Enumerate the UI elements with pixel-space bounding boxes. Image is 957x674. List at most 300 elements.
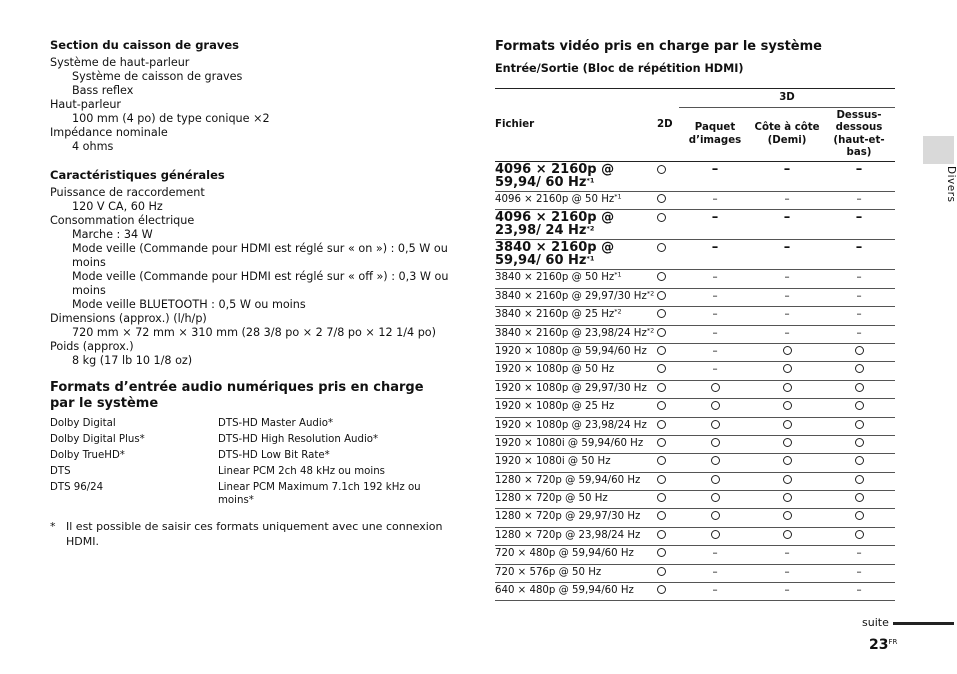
supported-circle-icon (711, 383, 720, 392)
unsupported-cell (751, 546, 823, 564)
subwoofer-spec-list (50, 56, 450, 154)
unsupported-dash: – (856, 272, 862, 284)
unsupported-cell (823, 546, 895, 564)
video-format-row (495, 362, 895, 380)
supported-circle-icon (783, 475, 792, 484)
supported-circle-icon (711, 438, 720, 447)
supported-cell (679, 417, 751, 435)
video-format-row (495, 162, 895, 192)
supported-cell (823, 399, 895, 417)
supported-cell (679, 454, 751, 472)
spec-line: 100 mm (4 po) de type conique ×2 (72, 112, 270, 125)
video-format-row (495, 210, 895, 240)
unsupported-cell (679, 343, 751, 361)
audio-format-row (50, 418, 450, 434)
audio-format-cell: DTS 96/24 (50, 482, 104, 493)
video-format-name-cell (495, 362, 657, 380)
supported-cell (679, 399, 751, 417)
supported-circle-icon (855, 511, 864, 520)
unsupported-dash: – (784, 272, 790, 284)
supported-circle-icon (657, 309, 666, 318)
supported-cell (657, 491, 679, 509)
spec-line: 4 ohms (72, 140, 114, 153)
footnote-ref: *1 (614, 192, 622, 201)
supported-circle-icon (855, 530, 864, 539)
unsupported-dash: – (856, 290, 862, 302)
header-2d: 2D (657, 118, 673, 130)
video-format-name: 4096 × 2160p @ 50 Hz (495, 194, 615, 205)
continued-bar (893, 622, 954, 625)
unsupported-dash: – (784, 585, 790, 597)
page-lang: FR (888, 638, 898, 646)
supported-cell (657, 307, 679, 325)
video-format-name-cell (495, 240, 657, 270)
video-format-name: 1280 × 720p @ 59,94/60 Hz (495, 474, 641, 486)
supported-circle-icon (657, 346, 666, 355)
unsupported-cell (751, 288, 823, 306)
footnote-ref: *2 (646, 289, 655, 298)
video-format-row (495, 325, 895, 343)
supported-cell (751, 527, 823, 545)
video-format-row (495, 454, 895, 472)
video-format-name: 3840 × 2160p @ 59,94/ 60 Hz (495, 240, 615, 268)
supported-circle-icon (855, 346, 864, 355)
video-format-row (495, 583, 895, 601)
video-format-name-cell (495, 399, 657, 417)
audio-format-cell: Dolby TrueHD* (50, 450, 125, 461)
spec-line: 720 mm × 72 mm × 310 mm (28 3/8 po × 2 7/8 po × 12 1/4 po) (72, 326, 437, 339)
spec-line: 8 kg (17 lb 10 1/8 oz) (72, 354, 193, 367)
video-format-name-cell (495, 583, 657, 601)
unsupported-cell (751, 210, 823, 240)
supported-circle-icon (657, 213, 666, 222)
unsupported-cell (823, 270, 895, 288)
supported-circle-icon (783, 438, 792, 447)
video-format-row (495, 527, 895, 545)
supported-cell (823, 454, 895, 472)
unsupported-cell (751, 564, 823, 582)
unsupported-dash: – (712, 566, 718, 578)
supported-cell (823, 435, 895, 453)
video-format-name: 4096 × 2160p @ 59,94/ 60 Hz (495, 162, 615, 190)
video-format-row (495, 435, 895, 453)
unsupported-dash: – (783, 210, 791, 226)
supported-cell (823, 472, 895, 490)
supported-cell (657, 210, 679, 240)
supported-circle-icon (711, 530, 720, 539)
video-format-name: 4096 × 2160p @ 23,98/ 24 Hz (495, 210, 615, 238)
supported-cell (679, 527, 751, 545)
unsupported-cell (823, 325, 895, 343)
audio-format-cell: Linear PCM Maximum 7.1ch 192 kHz ou moins* (218, 482, 421, 506)
spec-line: Mode veille BLUETOOTH : 0,5 W ou moins (72, 298, 306, 311)
supported-cell (657, 325, 679, 343)
video-format-row (495, 491, 895, 509)
supported-cell (657, 472, 679, 490)
unsupported-dash: – (783, 162, 791, 177)
unsupported-cell (751, 583, 823, 601)
supported-circle-icon (657, 291, 666, 300)
supported-circle-icon (657, 548, 666, 557)
spec-line: Consommation électrique (50, 214, 195, 227)
supported-circle-icon (855, 493, 864, 502)
header-3d: 3D (679, 89, 895, 108)
unsupported-dash: – (855, 162, 863, 177)
supported-cell (823, 343, 895, 361)
unsupported-cell (823, 162, 895, 192)
video-formats-heading: Formats vidéo pris en charge par le système (495, 39, 822, 54)
unsupported-cell (679, 325, 751, 343)
audio-format-cell: DTS (50, 466, 71, 477)
video-format-row (495, 564, 895, 582)
video-format-row (495, 472, 895, 490)
unsupported-cell (751, 270, 823, 288)
supported-cell (657, 564, 679, 582)
supported-circle-icon (711, 420, 720, 429)
supported-circle-icon (855, 438, 864, 447)
supported-circle-icon (657, 511, 666, 520)
video-format-name-cell (495, 210, 657, 240)
audio-format-cell: Dolby Digital Plus* (50, 434, 145, 445)
supported-cell (657, 380, 679, 398)
video-format-name: 1280 × 720p @ 23,98/24 Hz (495, 529, 641, 541)
unsupported-cell (751, 307, 823, 325)
video-format-row (495, 509, 895, 527)
supported-circle-icon (711, 511, 720, 520)
supported-circle-icon (855, 364, 864, 373)
audio-format-cell: Dolby Digital (50, 418, 116, 429)
supported-cell (823, 417, 895, 435)
supported-circle-icon (657, 328, 666, 337)
video-format-name: 1920 × 1080p @ 23,98/24 Hz (495, 419, 647, 431)
supported-cell (657, 270, 679, 288)
supported-cell (657, 417, 679, 435)
unsupported-cell (679, 240, 751, 270)
supported-circle-icon (657, 456, 666, 465)
supported-circle-icon (657, 530, 666, 539)
unsupported-cell (679, 307, 751, 325)
video-format-name: 1920 × 1080i @ 59,94/60 Hz (495, 437, 644, 449)
video-format-name-cell (495, 564, 657, 582)
supported-cell (657, 192, 679, 210)
spec-line: 120 V CA, 60 Hz (72, 200, 163, 213)
video-format-name-cell (495, 435, 657, 453)
supported-cell (823, 527, 895, 545)
unsupported-dash: – (712, 194, 718, 205)
video-format-name-cell (495, 192, 657, 210)
left-column (50, 38, 450, 549)
supported-circle-icon (855, 475, 864, 484)
spec-line: Puissance de raccordement (50, 186, 205, 199)
unsupported-cell (823, 288, 895, 306)
page-number-value: 23 (869, 637, 889, 653)
supported-circle-icon (783, 511, 792, 520)
supported-cell (751, 491, 823, 509)
video-format-name-cell (495, 325, 657, 343)
audio-format-cell: DTS-HD Master Audio* (218, 418, 334, 429)
video-format-name-cell (495, 417, 657, 435)
supported-cell (751, 435, 823, 453)
supported-circle-icon (783, 401, 792, 410)
video-format-row (495, 380, 895, 398)
supported-circle-icon (783, 383, 792, 392)
video-format-name-cell (495, 527, 657, 545)
supported-cell (751, 509, 823, 527)
unsupported-dash: – (784, 327, 790, 339)
video-format-name-cell (495, 546, 657, 564)
unsupported-dash: – (712, 364, 718, 376)
section-tab-label: Divers (945, 166, 957, 203)
supported-circle-icon (657, 493, 666, 502)
video-format-name: 1280 × 720p @ 29,97/30 Hz (495, 511, 641, 523)
supported-circle-icon (657, 585, 666, 594)
supported-circle-icon (783, 420, 792, 429)
video-format-name-cell (495, 491, 657, 509)
video-format-name-cell (495, 472, 657, 490)
audio-format-row (50, 450, 450, 466)
supported-circle-icon (657, 383, 666, 392)
spec-line: Dimensions (approx.) (l/h/p) (50, 312, 207, 325)
audio-formats-heading: Formats d’entrée audio numériques pris en charge par le système (50, 380, 424, 411)
video-format-name: 720 × 480p @ 59,94/60 Hz (495, 548, 634, 560)
supported-cell (751, 399, 823, 417)
audio-format-cell: DTS-HD High Resolution Audio* (218, 434, 379, 445)
video-format-row (495, 399, 895, 417)
supported-circle-icon (855, 456, 864, 465)
supported-cell (657, 435, 679, 453)
spec-line: Poids (approx.) (50, 340, 134, 353)
supported-circle-icon (657, 567, 666, 576)
supported-cell (823, 380, 895, 398)
video-format-row (495, 546, 895, 564)
unsupported-cell (751, 240, 823, 270)
unsupported-cell (751, 162, 823, 192)
supported-circle-icon (711, 401, 720, 410)
supported-circle-icon (657, 165, 666, 174)
video-format-row (495, 270, 895, 288)
supported-cell (657, 583, 679, 601)
video-format-row (495, 417, 895, 435)
unsupported-dash: – (712, 309, 718, 321)
supported-cell (751, 472, 823, 490)
unsupported-dash: – (784, 290, 790, 302)
supported-cell (679, 509, 751, 527)
video-format-name: 3840 × 2160p @ 25 Hz (495, 309, 615, 321)
unsupported-cell (679, 564, 751, 582)
video-format-name-cell (495, 162, 657, 192)
supported-circle-icon (711, 475, 720, 484)
video-format-name-cell (495, 288, 657, 306)
supported-circle-icon (657, 194, 666, 203)
general-section-title: Caractéristiques générales (50, 168, 225, 182)
supported-cell (679, 472, 751, 490)
supported-circle-icon (657, 364, 666, 373)
unsupported-cell (823, 192, 895, 210)
supported-cell (751, 380, 823, 398)
video-format-name: 1920 × 1080p @ 25 Hz (495, 401, 615, 413)
audio-format-row (50, 482, 450, 511)
right-column (495, 38, 895, 597)
header-file: Fichier (495, 118, 535, 130)
supported-circle-icon (855, 383, 864, 392)
unsupported-dash: – (784, 309, 790, 321)
unsupported-dash: – (784, 194, 790, 205)
footnote (50, 519, 450, 549)
video-format-name-cell (495, 454, 657, 472)
section-tab-marker (923, 136, 954, 164)
supported-circle-icon (855, 420, 864, 429)
unsupported-cell (679, 162, 751, 192)
supported-cell (679, 435, 751, 453)
unsupported-cell (679, 210, 751, 240)
unsupported-dash: – (712, 345, 718, 357)
subwoofer-section-title: Section du caisson de graves (50, 38, 239, 52)
unsupported-cell (823, 564, 895, 582)
header-frame-packing: Paquet d’images (688, 122, 742, 146)
supported-cell (657, 343, 679, 361)
supported-circle-icon (855, 401, 864, 410)
supported-cell (657, 527, 679, 545)
video-format-name: 1920 × 1080p @ 29,97/30 Hz (495, 382, 647, 394)
unsupported-dash: – (855, 240, 863, 256)
video-format-name: 1280 × 720p @ 50 Hz (495, 493, 608, 505)
unsupported-cell (679, 362, 751, 380)
supported-cell (751, 454, 823, 472)
video-format-name: 1920 × 1080i @ 50 Hz (495, 456, 611, 468)
unsupported-cell (679, 270, 751, 288)
unsupported-cell (679, 192, 751, 210)
supported-cell (751, 343, 823, 361)
video-format-name: 640 × 480p @ 59,94/60 Hz (495, 585, 634, 597)
unsupported-cell (751, 192, 823, 210)
unsupported-dash: – (711, 240, 719, 256)
footnote-ref: *2 (614, 307, 622, 316)
unsupported-dash: – (712, 585, 718, 597)
video-format-name: 3840 × 2160p @ 23,98/24 Hz (495, 327, 647, 339)
spec-line: Mode veille (Commande pour HDMI est réglé sur « off ») : 0,3 W ou moins (72, 270, 449, 297)
supported-cell (751, 417, 823, 435)
unsupported-cell (823, 240, 895, 270)
footnote-ref: *2 (646, 326, 655, 335)
unsupported-dash: – (784, 566, 790, 578)
unsupported-cell (823, 307, 895, 325)
page-number (869, 637, 897, 653)
video-format-row (495, 240, 895, 270)
continued-label: suite (862, 616, 889, 629)
video-format-name-cell (495, 343, 657, 361)
unsupported-cell (823, 210, 895, 240)
unsupported-dash: – (856, 309, 862, 321)
unsupported-cell (679, 546, 751, 564)
video-format-row (495, 343, 895, 361)
unsupported-dash: – (855, 210, 863, 226)
audio-format-row (50, 434, 450, 450)
supported-circle-icon (657, 272, 666, 281)
unsupported-dash: – (783, 240, 791, 256)
spec-line: Haut-parleur (50, 98, 122, 111)
unsupported-dash: – (712, 272, 718, 284)
unsupported-dash: – (856, 327, 862, 339)
audio-format-row (50, 466, 450, 482)
supported-circle-icon (783, 456, 792, 465)
supported-cell (751, 362, 823, 380)
supported-cell (679, 491, 751, 509)
unsupported-dash: – (784, 548, 790, 560)
footnote-ref: *2 (586, 224, 595, 233)
video-format-name: 3840 × 2160p @ 50 Hz (495, 272, 615, 284)
footnote-text: Il est possible de saisir ces formats uniquement avec une connexion HDMI. (66, 519, 443, 548)
spec-line: Système de caisson de graves (72, 70, 243, 83)
supported-cell (657, 509, 679, 527)
spec-line: Système de haut-parleur (50, 56, 190, 69)
video-formats-body (495, 162, 895, 601)
supported-circle-icon (711, 456, 720, 465)
supported-circle-icon (783, 346, 792, 355)
video-format-name-cell (495, 509, 657, 527)
unsupported-dash: – (856, 566, 862, 578)
supported-cell (657, 240, 679, 270)
supported-cell (657, 546, 679, 564)
spec-line: Bass reflex (72, 84, 134, 97)
spec-line: Marche : 34 W (72, 228, 153, 241)
video-format-row (495, 307, 895, 325)
unsupported-dash: – (711, 162, 719, 177)
spec-line: Impédance nominale (50, 126, 168, 139)
video-format-name: 720 × 576p @ 50 Hz (495, 566, 602, 578)
unsupported-cell (679, 288, 751, 306)
unsupported-dash: – (712, 327, 718, 339)
audio-formats-table (50, 418, 450, 511)
video-format-row (495, 288, 895, 306)
footnote-ref: *1 (586, 176, 595, 184)
unsupported-cell (679, 583, 751, 601)
general-spec-list (50, 186, 450, 368)
unsupported-cell (823, 583, 895, 601)
unsupported-cell (751, 325, 823, 343)
unsupported-dash: – (711, 210, 719, 226)
supported-circle-icon (783, 530, 792, 539)
audio-format-cell: DTS-HD Low Bit Rate* (218, 450, 330, 461)
supported-cell (823, 362, 895, 380)
audio-format-cell: Linear PCM 2ch 48 kHz ou moins (218, 466, 385, 477)
supported-cell (657, 362, 679, 380)
unsupported-dash: – (712, 290, 718, 302)
supported-circle-icon (657, 475, 666, 484)
video-format-name-cell (495, 270, 657, 288)
footnote-ref: *1 (586, 254, 595, 263)
supported-circle-icon (657, 401, 666, 410)
footnote-mark: * (50, 519, 56, 533)
supported-cell (657, 288, 679, 306)
video-format-name-cell (495, 307, 657, 325)
supported-cell (823, 491, 895, 509)
video-format-name: 1920 × 1080p @ 59,94/60 Hz (495, 345, 647, 357)
supported-cell (823, 509, 895, 527)
supported-circle-icon (657, 438, 666, 447)
footnote-ref: *1 (614, 270, 622, 279)
header-top-bottom: Dessus-dessous (haut-et-bas) (833, 109, 885, 158)
supported-cell (657, 162, 679, 192)
video-format-row (495, 192, 895, 210)
video-format-name: 1920 × 1080p @ 50 Hz (495, 364, 615, 376)
supported-circle-icon (657, 243, 666, 252)
video-formats-subheading: Entrée/Sortie (Bloc de répétition HDMI) (495, 62, 744, 75)
supported-circle-icon (783, 493, 792, 502)
video-format-name: 3840 × 2160p @ 29,97/30 Hz (495, 290, 647, 302)
supported-cell (657, 454, 679, 472)
unsupported-dash: – (712, 548, 718, 560)
spec-line: Mode veille (Commande pour HDMI est réglé sur « on ») : 0,5 W ou moins (72, 242, 448, 269)
